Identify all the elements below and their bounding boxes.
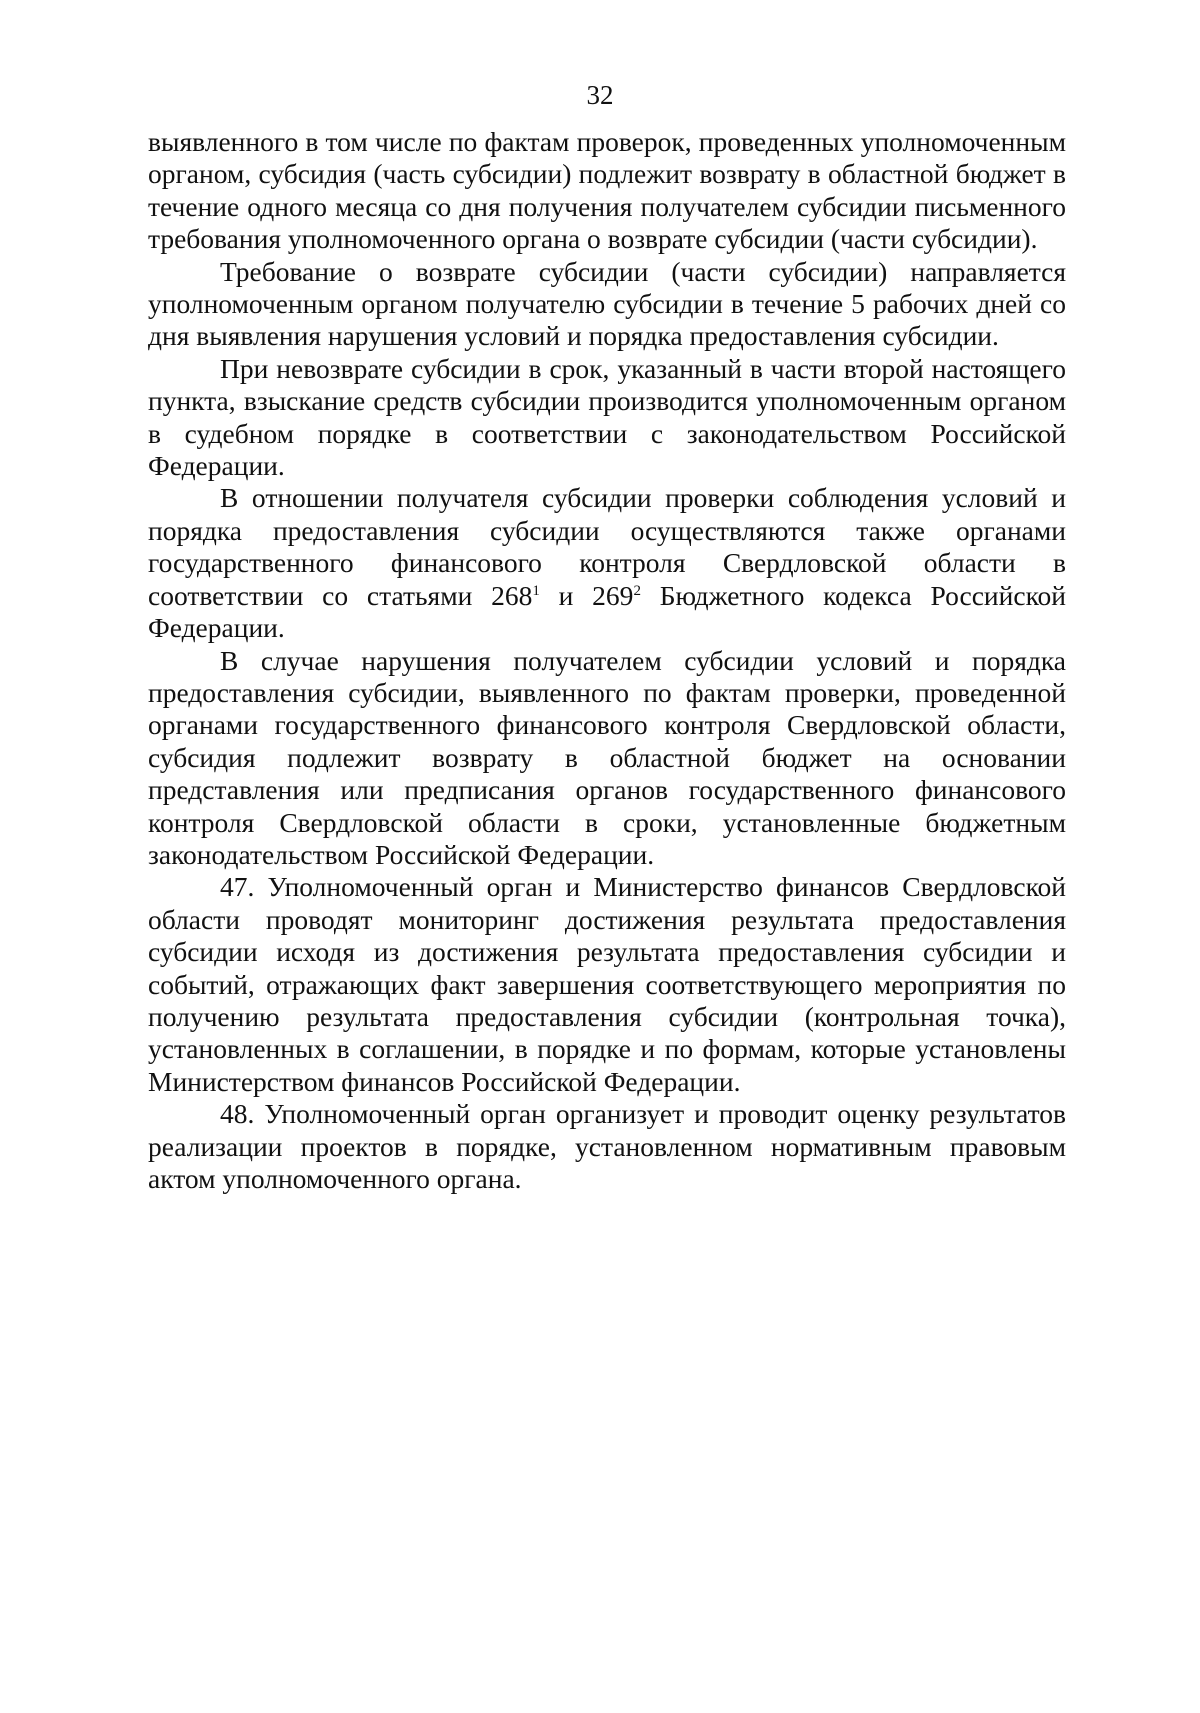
paragraph-financial-control [148,482,1066,644]
superscript-1: 1 [532,582,540,599]
paragraph-48-assessment: 48. Уполномоченный орган организует и проводит оценку результатов реализации проектов в порядке, установленном нормативным правовым актом уполномоченного органа. [148,1098,1066,1194]
page-number: 32 [586,80,614,110]
paragraph-financial-control-text-2: и 269 [539,579,634,611]
paragraph-financial-control-text-1: В отношении получателя субсидии проверки соблюдения условий и порядка предоставления субсидии осуществляются также органами государственного финансового контроля Свердловской области в соответствии со статьями 268 [148,482,1066,611]
paragraph-violation-case: В случае нарушения получателем субсидии условий и порядка предоставления субсидии, выявленного по фактам проверки, проведенной органами государственного финансового контроля Свердловской области, субсидия подлежит возврату в областной бюджет на основании представления или предписания органов государственного финансового контроля Свердловской области в сроки, установленные бюджетным законодательством Российской Федерации. [148,644,1066,870]
paragraph-financial-control-text-3: Бюджетного кодекса Российской Федерации. [148,579,1066,644]
paragraph-court-recovery: При невозврате субсидии в срок, указанный в части второй настоящего пункта, взыскание средств субсидии производится уполномоченным органом в судебном порядке в соответствии с законодательством Российской Федерации. [148,352,1066,482]
document-body [148,126,1066,1195]
paragraph-refund-requirement: Требование о возврате субсидии (части субсидии) направляется уполномоченным органом получателю субсидии в течение 5 рабочих дней со дня выявления нарушения условий и порядка предоставления субсидии. [148,255,1066,352]
paragraph-47-monitoring: 47. Уполномоченный орган и Министерство финансов Свердловской области проводят мониторинг достижения результата предоставления субсидии исходя из достижения результата предоставления субсидии и событий, отражающих факт завершения соответствующего мероприятия по получению результата предоставления субсидии (контрольная точка), установленных в соглашении, в порядке и по формам, которые установлены Министерством финансов Российской Федерации. [148,871,1066,1097]
superscript-2: 2 [633,582,641,599]
paragraph-continuation: выявленного в том числе по фактам проверок, проведенных уполномоченным органом, субсидия (часть субсидии) подлежит возврату в областной бюджет в течение одного месяца со дня получения получателем субсидии письменного требования уполномоченного органа о возврате субсидии (части субсидии). [148,126,1066,255]
